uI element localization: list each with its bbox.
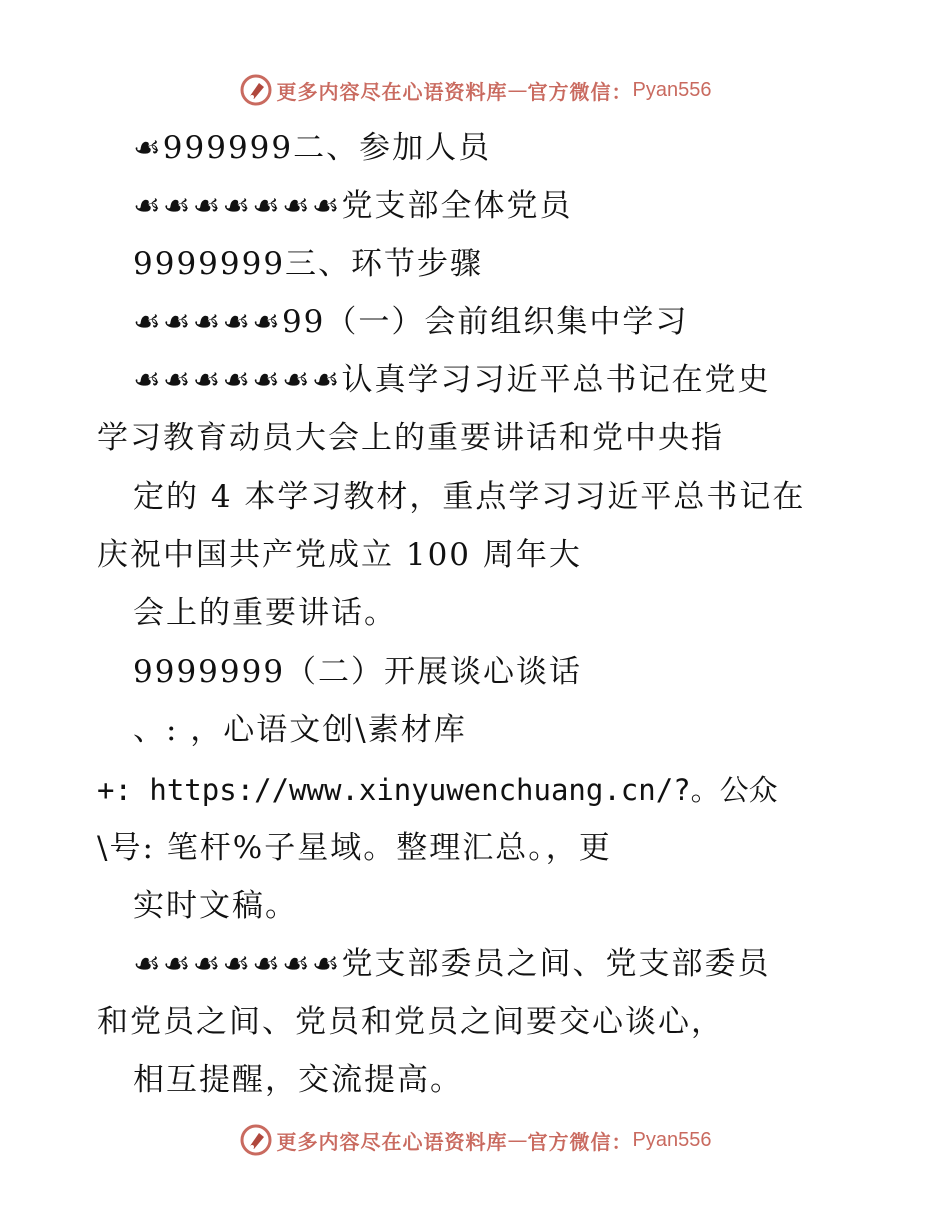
text-line: 9999999（二）开展谈心谈话 [133,654,583,690]
banner-separator: — [507,78,528,102]
text-line: ☙☙☙☙☙☙☙党支部全体党员 [133,188,573,224]
text-line: 实时文稿。 [133,888,298,924]
banner-account-label: 官方微信： [527,1129,633,1154]
text-line: ☙999999二、参加人员 [133,130,492,166]
text-line: 和党员之间、党员和党员之间要交心谈心， [97,1004,724,1040]
text-line: 、: ，心语文创\素材库 [133,712,467,748]
banner-text: 更多内容尽在心语资料库 [276,79,508,104]
banner-separator: — [507,1128,528,1152]
banner-account-label: 官方微信： [527,79,633,104]
text-line: ☙☙☙☙☙☙☙党支部委员之间、党支部委员 [133,946,771,982]
text-line: 庆祝中国共产党成立 100 周年大 [97,537,582,573]
footer-banner [0,1120,950,1160]
text-line-url: +: https://www.xinyuwenchuang.cn/?。公众 [97,773,778,807]
pen-nib-logo-icon [239,73,273,107]
header-banner [0,70,950,110]
banner-text: 更多内容尽在心语资料库 [276,1129,508,1154]
banner-handle: Pyan556 [632,1128,712,1151]
text-line: 相互提醒，交流提高。 [133,1062,463,1098]
text-line: 9999999三、环节步骤 [133,246,484,282]
pen-nib-logo-icon [239,1123,273,1157]
text-line: 定的 4 本学习教材，重点学习习近平总书记在 [133,479,806,515]
text-line: ☙☙☙☙☙☙☙认真学习习近平总书记在党史 [133,362,771,398]
text-line: ☙☙☙☙☙99（一）会前组织集中学习 [133,304,689,340]
text-line: \号: 笔杆%子星域。整理汇总。，更 [97,830,612,866]
text-line: 会上的重要讲话。 [133,595,397,631]
text-line: 学习教育动员大会上的重要讲话和党中央指 [97,420,724,456]
banner-handle: Pyan556 [632,78,712,101]
